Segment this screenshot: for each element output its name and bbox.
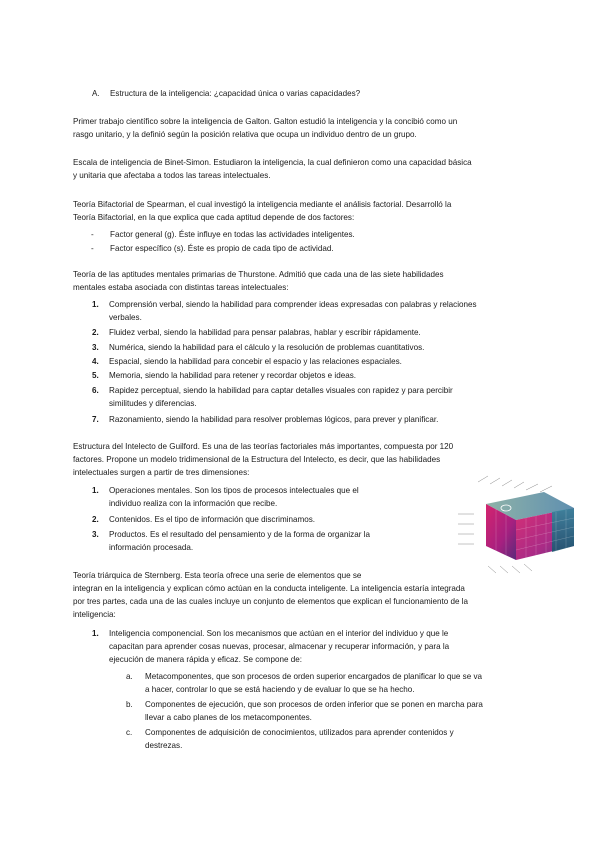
text-line: Estructura del Intelecto de Guilford. Es una de las teorías factoriales más importantes, compuesta por 120 [73,442,454,451]
list-number: 1. [92,629,99,638]
text-line: a hacer, controlar lo que se está haciendo y de evaluar lo que se ha hecho. [145,685,415,694]
text-line: Metacomponentes, que son procesos de orden superior encargados de planificar lo que se va [145,672,483,681]
bullet-dash: - [91,244,94,253]
list-text [109,484,429,510]
cube-side-face [552,508,574,552]
sub-list-letter: c. [126,728,133,737]
text-line: Inteligencia componencial. Son los mecanismos que actúan en el interior del individuo y que le [109,629,449,638]
text-line: Operaciones mentales. Son los tipos de procesos intelectuales que el [109,486,359,495]
list-text: Numérica, siendo la habilidad para el cálculo y la resolución de problemas cuantitativos. [109,343,425,352]
text-line: Teoría Bifactorial, en la que explica que cada aptitud depende de dos factores: [73,213,355,222]
text-line: individuo realiza con la información que recibe. [109,499,278,508]
text-line: por tres partes, cada una de las cuales incluye un conjunto de elementos que explican el funcionamiento de la [73,597,469,606]
bullet-text: Factor general (g). Éste influye en todas las actividades inteligentes. [110,230,355,239]
sternberg-paragraph [73,569,529,621]
list-text: Contenidos. Es el tipo de información que discriminamos. [109,515,316,524]
text-line: destrezas. [145,741,183,750]
binet-paragraph [73,156,529,182]
text-line: verbales. [109,313,142,322]
list-text: Memoria, siendo la habilidad para retener y recordar objetos e ideas. [109,371,356,380]
text-line: capacitan para aprender cosas nuevas, procesar, almacenar y recuperar información, y para la [109,642,450,651]
list-number: 1. [92,300,99,309]
text-line: Teoría triárquica de Sternberg. Esta teoría ofrece una serie de elementos que se [73,571,362,580]
text-line: similitudes y diferencias. [109,399,197,408]
list-number: 1. [92,486,99,495]
list-number: 4. [92,357,99,366]
list-text [109,384,529,410]
list-number: 3. [92,343,99,352]
text-line: Primer trabajo científico sobre la inteligencia de Galton. Galton estudió la inteligencia y la concibió como un [73,117,458,126]
text-line: mentales estaba asociada con distintas tareas intelectuales: [73,283,289,292]
list-text [109,298,529,324]
text-line: rasgo unitario, y la definió según la posición relativa que ocupa un individuo dentro de un grupo. [73,130,417,139]
text-line: integran en la inteligencia y explican cómo actúan en la conducta inteligente. La inteligencia estaría integrada [73,584,465,593]
text-line: Productos. Es el resultado del pensamiento y de la forma de organizar la [109,530,370,539]
text-line: Rapidez perceptual, siendo la habilidad para captar detalles visuales con rapidez y para percibir [109,386,453,395]
list-text: Fluidez verbal, siendo la habilidad para pensar palabras, hablar y escribir rápidamente. [109,328,421,337]
bullet-dash: - [91,230,94,239]
bullet-text: Factor específico (s). Éste es propio de cada tipo de actividad. [110,244,334,253]
text-line: Teoría de las aptitudes mentales primarias de Thurstone. Admitió que cada una de las siete habilidades [73,270,444,279]
list-number: 6. [92,386,99,395]
text-line: intelectuales surgen a partir de tres dimensiones: [73,468,250,477]
list-number: 2. [92,515,99,524]
list-text: Razonamiento, siendo la habilidad para resolver problemas lógicos, para prever y planificar. [109,415,439,424]
sub-list-text [145,698,529,724]
thurstone-paragraph [73,268,529,294]
sub-list-letter: a. [126,672,133,681]
list-number: 2. [92,328,99,337]
galton-paragraph [73,115,529,141]
section-heading [92,87,532,100]
text-line: información procesada. [109,543,194,552]
text-line: inteligencia: [73,610,116,619]
list-number: 7. [92,415,99,424]
list-text [109,627,529,666]
text-line: Componentes de ejecución, que son procesos de orden inferior que se ponen en marcha para [145,700,483,709]
text-line: Escala de inteligencia de Binet-Simon. Estudiaron la inteligencia, la cual definieron como una capacidad básica [73,158,472,167]
text-line: factores. Propone un modelo tridimensional de la Estructura del Intelecto, es decir, que las habilidades [73,455,441,464]
sub-list-text [145,726,529,752]
list-text: Espacial, siendo la habilidad para concebir el espacio y las relaciones espaciales. [109,357,402,366]
sub-list-letter: b. [126,700,133,709]
text-line: llevar a cabo planes de los metacomponentes. [145,713,312,722]
text-line: ejecución de manera rápida y eficaz. Se compone de: [109,655,303,664]
sub-list-text [145,670,529,696]
spearman-paragraph [73,198,529,224]
text-line: Teoría Bifactorial de Spearman, el cual investigó la inteligencia mediante el análisis factorial. Desarrolló la [73,200,452,209]
heading-text: Estructura de la inteligencia: ¿capacidad única o varias capacidades? [110,89,361,98]
text-line: y unitaria que afectaba a todos las tareas intelectuales. [73,171,271,180]
heading-letter: A. [92,89,100,98]
guilford-cube-figure [448,474,580,574]
list-text [109,528,429,554]
cube-illustration [448,474,580,574]
text-line: Componentes de adquisición de conocimientos, utilizados para aprender contenidos y [145,728,454,737]
list-number: 5. [92,371,99,380]
text-line: Comprensión verbal, siendo la habilidad para comprender ideas expresadas con palabras y relaciones [109,300,477,309]
list-number: 3. [92,530,99,539]
